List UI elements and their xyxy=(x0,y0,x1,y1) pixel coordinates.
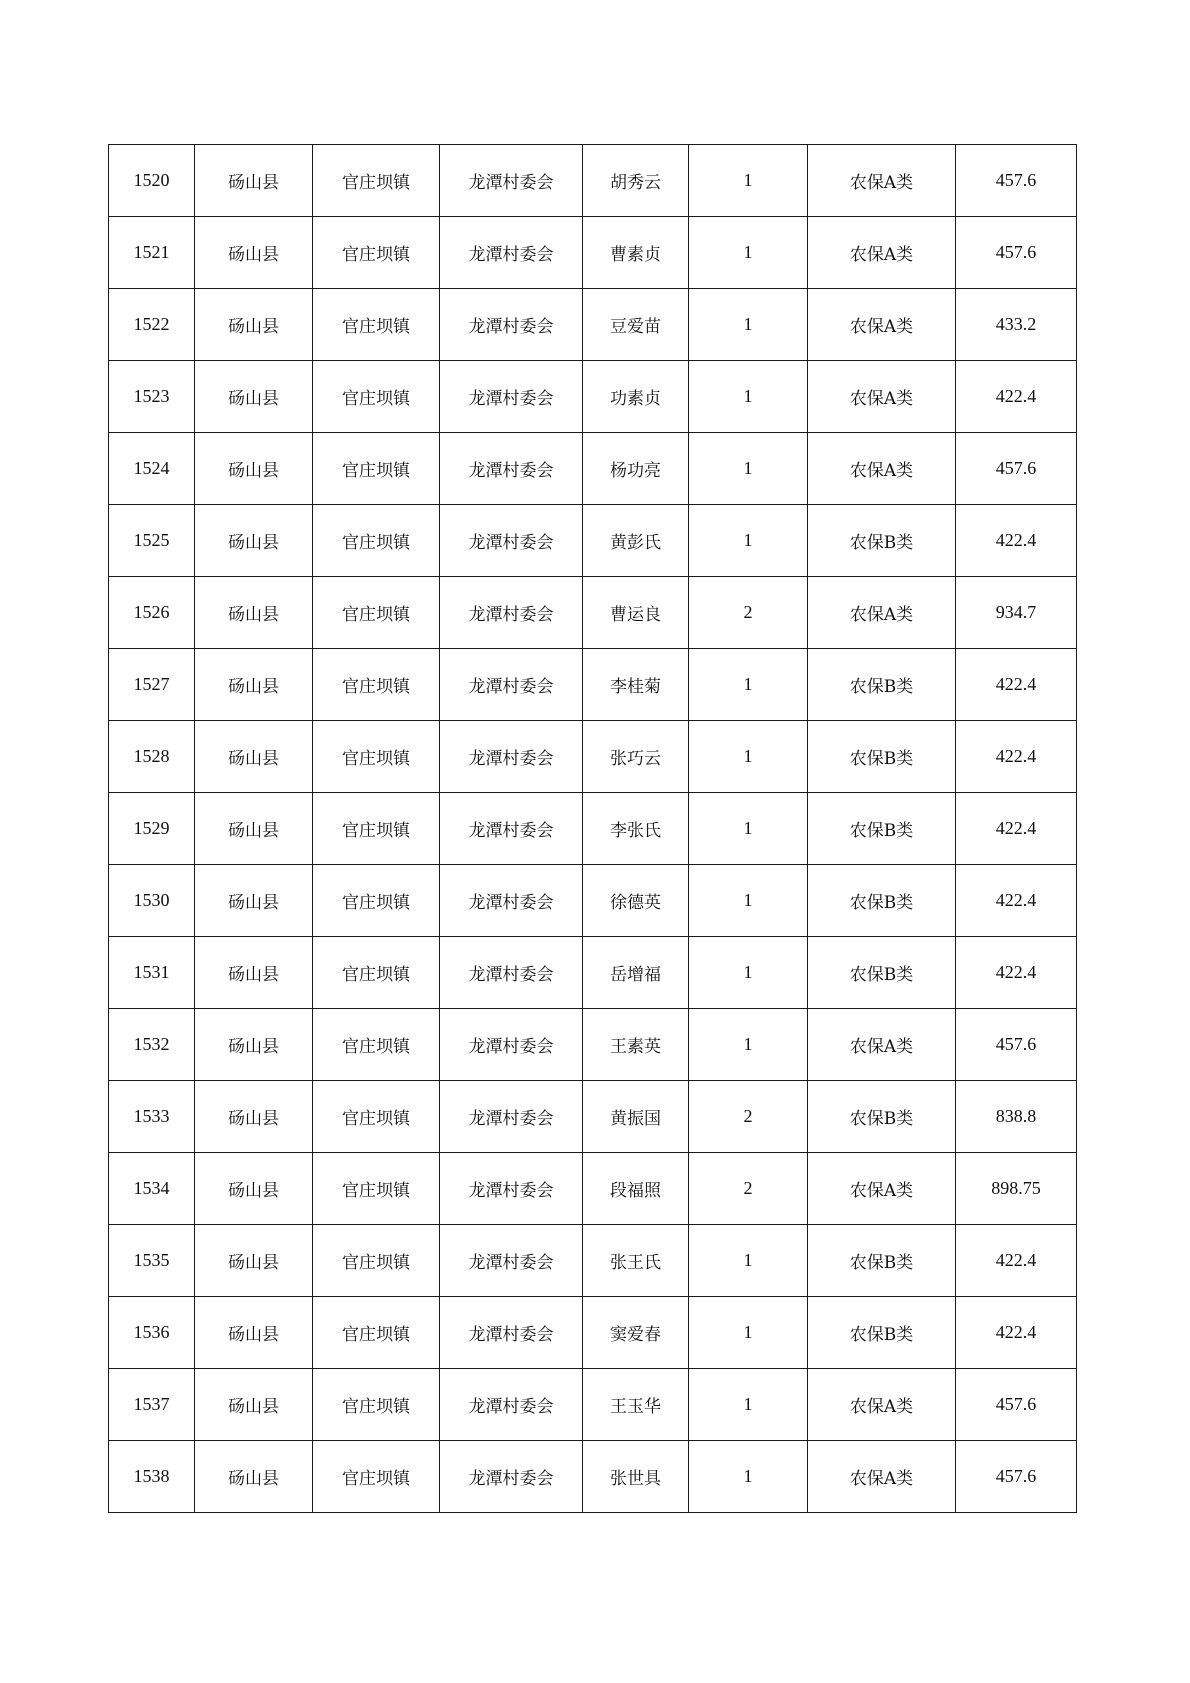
count-cell: 1 xyxy=(689,145,808,217)
town-cell: 官庄坝镇 xyxy=(313,1153,440,1225)
town-cell: 官庄坝镇 xyxy=(313,793,440,865)
seq-cell: 1528 xyxy=(109,721,195,793)
table-row xyxy=(109,793,1077,865)
county-cell: 砀山县 xyxy=(195,145,313,217)
count-cell: 1 xyxy=(689,1225,808,1297)
town-cell: 官庄坝镇 xyxy=(313,361,440,433)
name-cell: 曹运良 xyxy=(583,577,689,649)
category-cell: 农保B类 xyxy=(808,1225,956,1297)
table-row xyxy=(109,217,1077,289)
town-cell: 官庄坝镇 xyxy=(313,1369,440,1441)
village-cell: 龙潭村委会 xyxy=(440,361,583,433)
table-row xyxy=(109,937,1077,1009)
table-row xyxy=(109,577,1077,649)
county-cell: 砀山县 xyxy=(195,1225,313,1297)
amount-cell: 457.6 xyxy=(956,1009,1077,1081)
category-cell: 农保B类 xyxy=(808,937,956,1009)
count-cell: 1 xyxy=(689,1369,808,1441)
county-cell: 砀山县 xyxy=(195,577,313,649)
county-cell: 砀山县 xyxy=(195,649,313,721)
county-cell: 砀山县 xyxy=(195,865,313,937)
table-row xyxy=(109,1153,1077,1225)
village-cell: 龙潭村委会 xyxy=(440,577,583,649)
category-cell: 农保B类 xyxy=(808,505,956,577)
category-cell: 农保B类 xyxy=(808,865,956,937)
town-cell: 官庄坝镇 xyxy=(313,217,440,289)
amount-cell: 838.8 xyxy=(956,1081,1077,1153)
seq-cell: 1537 xyxy=(109,1369,195,1441)
name-cell: 窦爱春 xyxy=(583,1297,689,1369)
village-cell: 龙潭村委会 xyxy=(440,793,583,865)
county-cell: 砀山县 xyxy=(195,217,313,289)
table-row xyxy=(109,649,1077,721)
amount-cell: 457.6 xyxy=(956,433,1077,505)
seq-cell: 1527 xyxy=(109,649,195,721)
name-cell: 李桂菊 xyxy=(583,649,689,721)
table-row xyxy=(109,1009,1077,1081)
name-cell: 张世具 xyxy=(583,1441,689,1513)
name-cell: 豆爱苗 xyxy=(583,289,689,361)
village-cell: 龙潭村委会 xyxy=(440,865,583,937)
count-cell: 1 xyxy=(689,217,808,289)
amount-cell: 422.4 xyxy=(956,721,1077,793)
village-cell: 龙潭村委会 xyxy=(440,433,583,505)
town-cell: 官庄坝镇 xyxy=(313,1225,440,1297)
amount-cell: 457.6 xyxy=(956,1369,1077,1441)
name-cell: 王素英 xyxy=(583,1009,689,1081)
name-cell: 杨功亮 xyxy=(583,433,689,505)
category-cell: 农保A类 xyxy=(808,1369,956,1441)
seq-cell: 1524 xyxy=(109,433,195,505)
count-cell: 1 xyxy=(689,721,808,793)
town-cell: 官庄坝镇 xyxy=(313,505,440,577)
seq-cell: 1530 xyxy=(109,865,195,937)
seq-cell: 1520 xyxy=(109,145,195,217)
town-cell: 官庄坝镇 xyxy=(313,289,440,361)
village-cell: 龙潭村委会 xyxy=(440,649,583,721)
table-row xyxy=(109,1441,1077,1513)
count-cell: 2 xyxy=(689,577,808,649)
count-cell: 1 xyxy=(689,649,808,721)
name-cell: 王玉华 xyxy=(583,1369,689,1441)
name-cell: 黄彭氏 xyxy=(583,505,689,577)
county-cell: 砀山县 xyxy=(195,505,313,577)
record-table-body xyxy=(109,145,1077,1513)
category-cell: 农保B类 xyxy=(808,1081,956,1153)
county-cell: 砀山县 xyxy=(195,937,313,1009)
count-cell: 1 xyxy=(689,1297,808,1369)
count-cell: 1 xyxy=(689,1441,808,1513)
category-cell: 农保A类 xyxy=(808,1009,956,1081)
county-cell: 砀山县 xyxy=(195,289,313,361)
count-cell: 1 xyxy=(689,937,808,1009)
amount-cell: 422.4 xyxy=(956,1297,1077,1369)
village-cell: 龙潭村委会 xyxy=(440,937,583,1009)
count-cell: 1 xyxy=(689,793,808,865)
seq-cell: 1531 xyxy=(109,937,195,1009)
count-cell: 1 xyxy=(689,289,808,361)
table-row xyxy=(109,1225,1077,1297)
town-cell: 官庄坝镇 xyxy=(313,1009,440,1081)
county-cell: 砀山县 xyxy=(195,1369,313,1441)
table-row xyxy=(109,1297,1077,1369)
seq-cell: 1529 xyxy=(109,793,195,865)
town-cell: 官庄坝镇 xyxy=(313,721,440,793)
seq-cell: 1535 xyxy=(109,1225,195,1297)
count-cell: 2 xyxy=(689,1153,808,1225)
town-cell: 官庄坝镇 xyxy=(313,577,440,649)
village-cell: 龙潭村委会 xyxy=(440,505,583,577)
category-cell: 农保B类 xyxy=(808,1297,956,1369)
village-cell: 龙潭村委会 xyxy=(440,145,583,217)
name-cell: 曹素贞 xyxy=(583,217,689,289)
category-cell: 农保A类 xyxy=(808,361,956,433)
seq-cell: 1521 xyxy=(109,217,195,289)
county-cell: 砀山县 xyxy=(195,1297,313,1369)
village-cell: 龙潭村委会 xyxy=(440,1441,583,1513)
category-cell: 农保A类 xyxy=(808,1441,956,1513)
seq-cell: 1526 xyxy=(109,577,195,649)
count-cell: 1 xyxy=(689,433,808,505)
table-row xyxy=(109,361,1077,433)
table-row xyxy=(109,865,1077,937)
category-cell: 农保A类 xyxy=(808,1153,956,1225)
count-cell: 1 xyxy=(689,505,808,577)
name-cell: 张王氏 xyxy=(583,1225,689,1297)
village-cell: 龙潭村委会 xyxy=(440,289,583,361)
town-cell: 官庄坝镇 xyxy=(313,433,440,505)
village-cell: 龙潭村委会 xyxy=(440,1369,583,1441)
amount-cell: 422.4 xyxy=(956,1225,1077,1297)
amount-cell: 422.4 xyxy=(956,937,1077,1009)
category-cell: 农保A类 xyxy=(808,145,956,217)
village-cell: 龙潭村委会 xyxy=(440,217,583,289)
seq-cell: 1523 xyxy=(109,361,195,433)
village-cell: 龙潭村委会 xyxy=(440,1153,583,1225)
county-cell: 砀山县 xyxy=(195,1153,313,1225)
county-cell: 砀山县 xyxy=(195,1081,313,1153)
amount-cell: 433.2 xyxy=(956,289,1077,361)
town-cell: 官庄坝镇 xyxy=(313,1441,440,1513)
county-cell: 砀山县 xyxy=(195,433,313,505)
town-cell: 官庄坝镇 xyxy=(313,865,440,937)
table-row xyxy=(109,433,1077,505)
category-cell: 农保B类 xyxy=(808,793,956,865)
category-cell: 农保B类 xyxy=(808,649,956,721)
seq-cell: 1536 xyxy=(109,1297,195,1369)
village-cell: 龙潭村委会 xyxy=(440,1297,583,1369)
town-cell: 官庄坝镇 xyxy=(313,1081,440,1153)
table-row xyxy=(109,721,1077,793)
county-cell: 砀山县 xyxy=(195,1441,313,1513)
name-cell: 李张氏 xyxy=(583,793,689,865)
amount-cell: 422.4 xyxy=(956,865,1077,937)
table-row xyxy=(109,1081,1077,1153)
village-cell: 龙潭村委会 xyxy=(440,1009,583,1081)
seq-cell: 1538 xyxy=(109,1441,195,1513)
name-cell: 段福照 xyxy=(583,1153,689,1225)
amount-cell: 934.7 xyxy=(956,577,1077,649)
village-cell: 龙潭村委会 xyxy=(440,1081,583,1153)
name-cell: 岳增福 xyxy=(583,937,689,1009)
category-cell: 农保A类 xyxy=(808,577,956,649)
seq-cell: 1522 xyxy=(109,289,195,361)
name-cell: 功素贞 xyxy=(583,361,689,433)
amount-cell: 422.4 xyxy=(956,505,1077,577)
category-cell: 农保B类 xyxy=(808,721,956,793)
amount-cell: 422.4 xyxy=(956,649,1077,721)
county-cell: 砀山县 xyxy=(195,1009,313,1081)
amount-cell: 457.6 xyxy=(956,1441,1077,1513)
seq-cell: 1534 xyxy=(109,1153,195,1225)
count-cell: 1 xyxy=(689,865,808,937)
name-cell: 黄振国 xyxy=(583,1081,689,1153)
category-cell: 农保A类 xyxy=(808,289,956,361)
amount-cell: 898.75 xyxy=(956,1153,1077,1225)
village-cell: 龙潭村委会 xyxy=(440,1225,583,1297)
count-cell: 1 xyxy=(689,1009,808,1081)
record-table xyxy=(108,144,1077,1513)
table-row xyxy=(109,289,1077,361)
county-cell: 砀山县 xyxy=(195,361,313,433)
count-cell: 2 xyxy=(689,1081,808,1153)
county-cell: 砀山县 xyxy=(195,793,313,865)
town-cell: 官庄坝镇 xyxy=(313,649,440,721)
town-cell: 官庄坝镇 xyxy=(313,1297,440,1369)
amount-cell: 457.6 xyxy=(956,145,1077,217)
name-cell: 徐德英 xyxy=(583,865,689,937)
name-cell: 胡秀云 xyxy=(583,145,689,217)
table-row xyxy=(109,505,1077,577)
village-cell: 龙潭村委会 xyxy=(440,721,583,793)
seq-cell: 1533 xyxy=(109,1081,195,1153)
category-cell: 农保A类 xyxy=(808,433,956,505)
count-cell: 1 xyxy=(689,361,808,433)
category-cell: 农保A类 xyxy=(808,217,956,289)
amount-cell: 422.4 xyxy=(956,361,1077,433)
town-cell: 官庄坝镇 xyxy=(313,937,440,1009)
county-cell: 砀山县 xyxy=(195,721,313,793)
table-row xyxy=(109,1369,1077,1441)
amount-cell: 457.6 xyxy=(956,217,1077,289)
amount-cell: 422.4 xyxy=(956,793,1077,865)
seq-cell: 1525 xyxy=(109,505,195,577)
seq-cell: 1532 xyxy=(109,1009,195,1081)
table-row xyxy=(109,145,1077,217)
town-cell: 官庄坝镇 xyxy=(313,145,440,217)
name-cell: 张巧云 xyxy=(583,721,689,793)
